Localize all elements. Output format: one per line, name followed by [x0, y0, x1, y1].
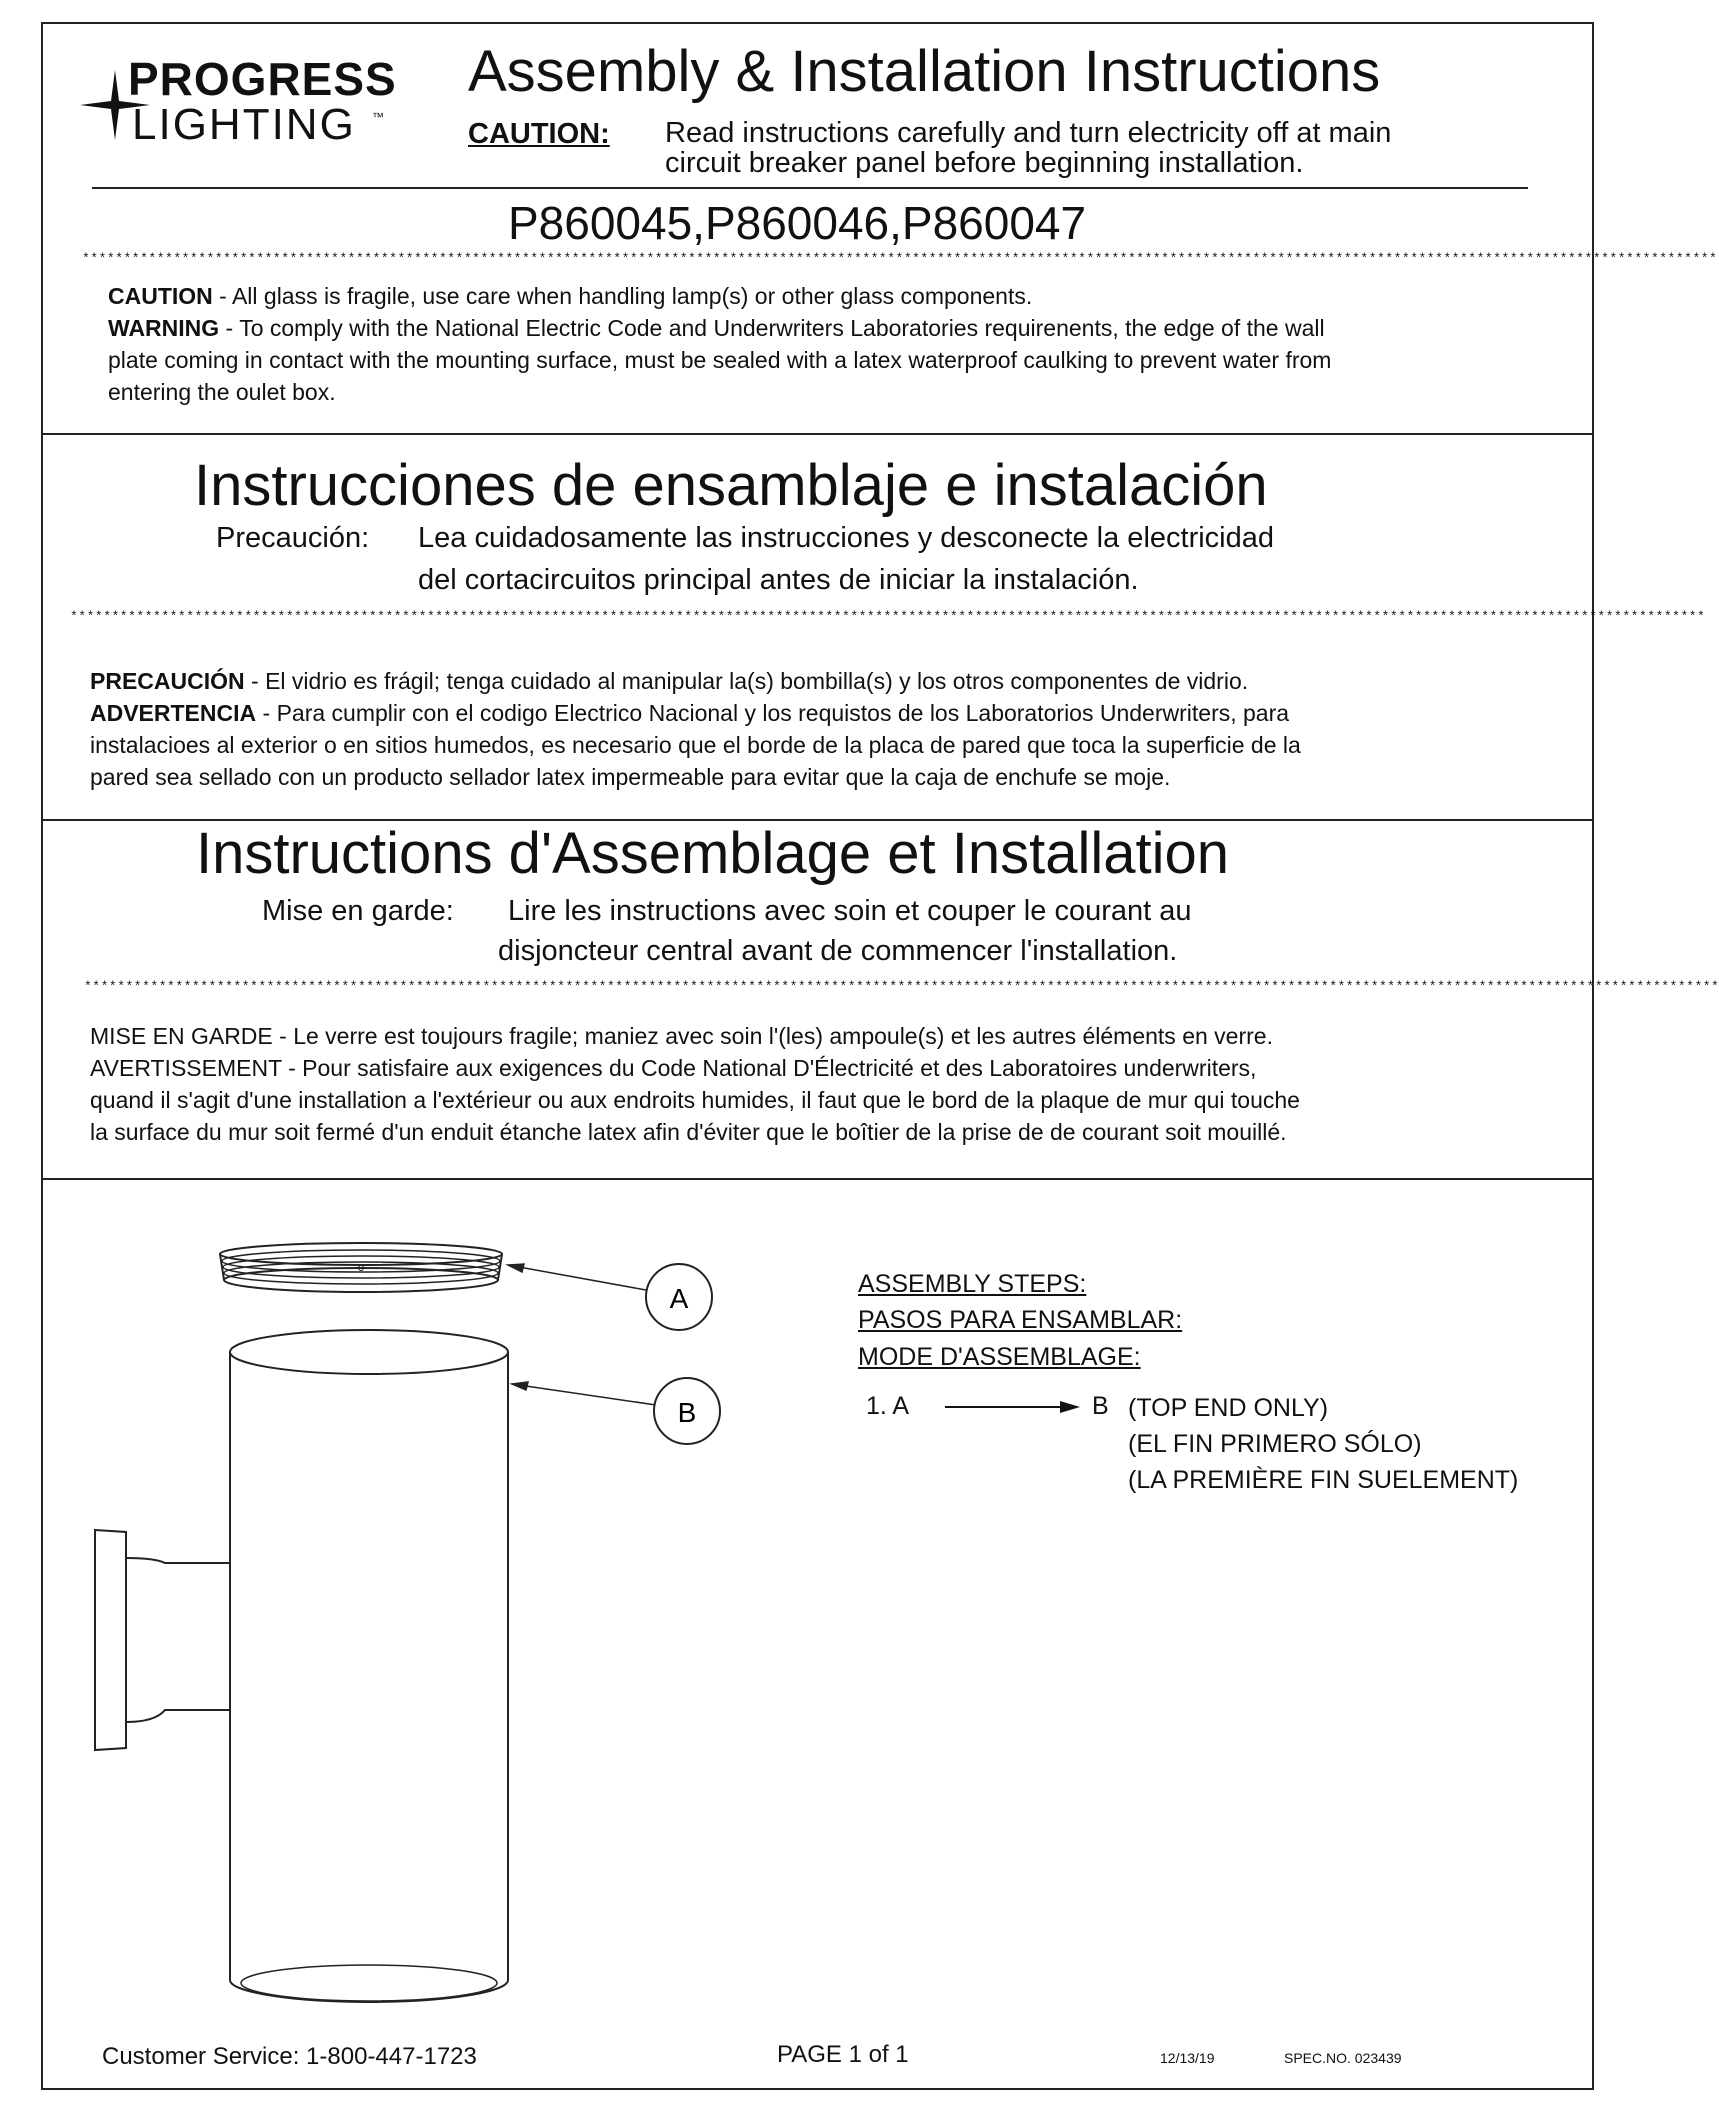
mise-en-garde: MISE EN GARDE - Le verre est toujours fragile; maniez avec soin l'(les) ampoule(s) et les autres éléments en verre. — [90, 1023, 1273, 1049]
brand-line1: PROGRESS — [128, 53, 397, 105]
advertencia-body: pared sea sellado con un producto sellador latex impermeable para evitar que la caja de enchufe se moje. — [90, 764, 1171, 790]
step-1-note-en: (TOP END ONLY) — [1128, 1394, 1329, 1422]
caution-line: circuit breaker panel before beginning installation. — [665, 147, 1304, 179]
header-rule — [92, 187, 1528, 189]
warning-body: - To comply with the National Electric Code and Underwriters Laboratories requirenents, the edge of the wall — [219, 315, 1325, 341]
warning-body: entering the oulet box. — [108, 379, 336, 405]
spanish-caution-line: Lea cuidadosamente las instrucciones y desconecte la electricidad — [418, 522, 1274, 554]
step-1-note-fr: (LA PREMIÈRE FIN SUELEMENT) — [1128, 1466, 1519, 1494]
cylinder-body — [230, 1330, 508, 2002]
step-1-number: 1. A — [866, 1392, 910, 1420]
precaucion-title: PRECAUCIÓN — [90, 668, 245, 694]
caution-line: Read instructions carefully and turn electricity off at main — [665, 117, 1392, 149]
avertissement: quand il s'agit d'une installation a l'extérieur ou aux endroits humides, il faut que le bord de la plaque de mur qui touche — [90, 1087, 1300, 1113]
revision-date: 12/13/19 — [1160, 2050, 1215, 2066]
star-divider: ***************************************************************************************************************************************************************************************************** — [84, 979, 1719, 994]
star-divider: ***************************************************************************************************************************************************************************************************** — [70, 609, 1706, 624]
leader-line-a — [508, 1265, 646, 1290]
spec-number: SPEC.NO. 023439 — [1284, 2050, 1402, 2066]
caution-text — [665, 118, 1391, 178]
warning-title: WARNING — [108, 315, 220, 341]
spanish-title: Instrucciones de ensamblaje e instalación — [194, 453, 1268, 518]
caution-body: - All glass is fragile, use care when handling lamp(s) or other glass components. — [212, 283, 1033, 309]
french-title: Instructions d'Assemblage et Installation — [196, 821, 1230, 886]
steps-heading-en: ASSEMBLY STEPS: — [858, 1270, 1087, 1298]
spanish-caution-label: Precaución: — [216, 522, 370, 554]
customer-service: Customer Service: 1-800-447-1723 — [102, 2043, 477, 2070]
step-1-notes — [1128, 1390, 1518, 1498]
brand-line2: LIGHTING — [132, 100, 356, 149]
page-number: PAGE 1 of 1 — [777, 2041, 909, 2068]
callout-b-label: B — [677, 1397, 697, 1428]
french-caution-line: disjoncteur central avant de commencer l'installation. — [498, 935, 1178, 967]
fixture-diagram — [0, 1180, 820, 2040]
english-warnings — [108, 280, 1331, 408]
callout-a-label: A — [669, 1283, 689, 1314]
french-caution-line: Lire les instructions avec soin et couper le courant au — [508, 895, 1192, 927]
wall-mount — [95, 1530, 230, 1750]
arrowhead — [508, 1264, 524, 1272]
step-1-target: B — [1092, 1392, 1109, 1420]
avertissement: AVERTISSEMENT - Pour satisfaire aux exigences du Code National D'Électricité et des Laboratoires underwriters, — [90, 1055, 1257, 1081]
warning-body: plate coming in contact with the mounting surface, must be sealed with a latex waterproof caulking to prevent water from — [108, 347, 1332, 373]
advertencia-body: - Para cumplir con el codigo Electrico Nacional y los requistos de los Laboratorios Underwriters, para — [256, 700, 1290, 726]
leader-line-b — [512, 1384, 656, 1405]
precaucion-body: - El vidrio es frágil; tenga cuidado al manipular la(s) bombilla(s) y los otros componentes de vidrio. — [244, 668, 1249, 694]
french-caution-label: Mise en garde: — [262, 895, 454, 927]
caution-title: CAUTION — [108, 283, 213, 309]
model-numbers: P860045,P860046,P860047 — [508, 197, 1087, 249]
advertencia-title: ADVERTENCIA — [90, 700, 257, 726]
steps-heading-es: PASOS PARA ENSAMBLAR: — [858, 1306, 1183, 1334]
arrowhead — [512, 1382, 528, 1390]
section-divider — [41, 433, 1594, 435]
spanish-caution-line: del cortacircuitos principal antes de iniciar la instalación. — [418, 564, 1139, 596]
advertencia-body: instalacioes al exterior o en sitios humedos, es necesario que el borde de la placa de pared que toca la superficie de la — [90, 732, 1301, 758]
arrow-right-icon — [945, 1396, 1080, 1418]
brand-trademark: ™ — [372, 110, 384, 124]
page-title: Assembly & Installation Instructions — [468, 39, 1381, 104]
steps-heading-fr: MODE D'ASSEMBLAGE: — [858, 1343, 1141, 1371]
spanish-warnings — [90, 665, 1301, 793]
lens-ring — [220, 1243, 502, 1292]
star-divider: ***************************************************************************************************************************************************************************************************** — [82, 251, 1718, 266]
caution-label: CAUTION: — [468, 118, 610, 150]
french-warnings — [90, 1020, 1300, 1148]
step-1-note-es: (EL FIN PRIMERO SÓLO) — [1128, 1430, 1422, 1458]
avertissement: la surface du mur soit fermé d'un enduit étanche latex afin d'éviter que le boîtier de la prise de de courant soit mouillé. — [90, 1119, 1287, 1145]
